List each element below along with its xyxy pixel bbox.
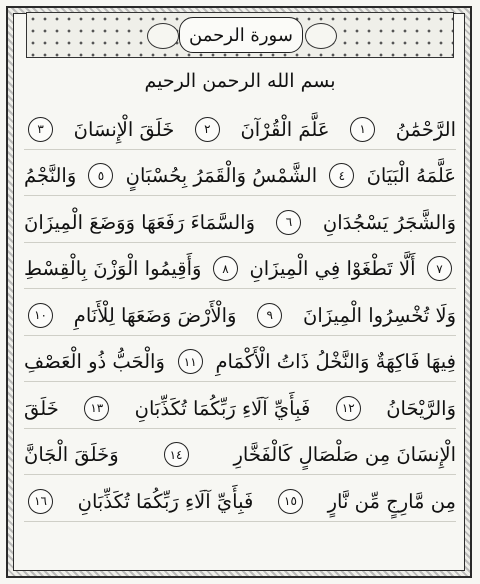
verse-line [24, 199, 456, 246]
surah-title: سورة الرحمن [189, 24, 293, 46]
verse-text: وَخَلَقَ الْجَانَّ [24, 443, 119, 467]
header-ornament-left [147, 23, 179, 49]
verse-text: وَالنَّجْمُ [24, 164, 77, 188]
verse-text: خَلَقَ الْإِنسَانَ [73, 117, 175, 141]
verse-lines [24, 106, 456, 525]
ayah-number-marker: ٣ [28, 117, 53, 142]
verse-line [24, 106, 456, 153]
verse-text: فَبِأَيِّ آلَاءِ رَبِّكُمَا تُكَذِّبَانِ [77, 489, 254, 513]
verse-line [24, 292, 456, 339]
ayah-number-marker: ١٦ [28, 489, 53, 514]
header-ornament-right [305, 23, 337, 49]
ayah-number-marker: ١ [350, 117, 375, 142]
ayah-number-marker: ١٥ [278, 489, 303, 514]
verse-line [24, 246, 456, 293]
ayah-number-marker: ٢ [195, 117, 220, 142]
ayah-number-marker: ١١ [178, 349, 203, 374]
surah-header-band [26, 12, 454, 58]
ayah-number-marker: ١٣ [84, 396, 109, 421]
ayah-number-marker: ١٢ [336, 396, 361, 421]
verse-text: وَالرَّيْحَانُ [386, 396, 456, 420]
verse-text: وَأَقِيمُوا الْوَزْنَ بِالْقِسْطِ [24, 257, 202, 281]
verse-text: الشَّمْسُ وَالْقَمَرُ بِحُسْبَانٍ [125, 164, 318, 188]
verse-text: وَالسَّمَاءَ رَفَعَهَا وَوَضَعَ الْمِيزَانَ [24, 210, 256, 234]
ayah-number-marker: ٨ [213, 256, 238, 281]
verse-line [24, 432, 456, 479]
verse-text: عَلَّمَ الْقُرْآنَ [240, 117, 330, 141]
verse-text: مِن مَّارِجٍ مِّن نَّارٍ [327, 489, 456, 513]
basmala: بسم الله الرحمن الرحيم [144, 70, 336, 92]
verse-text: الرَّحْمَٰنُ [395, 117, 456, 141]
verse-text: أَلَّا تَطْغَوْا فِي الْمِيزَانِ [249, 257, 416, 281]
surah-title-cartouche [179, 17, 303, 53]
verse-text: وَالْحَبُّ ذُو الْعَصْفِ [24, 350, 165, 374]
verse-text: فَبِأَيِّ آلَاءِ رَبِّكُمَا تُكَذِّبَانِ [134, 396, 311, 420]
verse-text: الْإِنسَانَ مِن صَلْصَالٍ كَالْفَخَّارِ [233, 443, 456, 467]
verse-line [24, 478, 456, 525]
ayah-number-marker: ٩ [257, 303, 282, 328]
ayah-number-marker: ٧ [427, 256, 452, 281]
ayah-number-marker: ٤ [329, 163, 354, 188]
verse-line [24, 339, 456, 386]
ayah-number-marker: ١٤ [164, 442, 189, 467]
verse-text: فِيهَا فَاكِهَةٌ وَالنَّخْلُ ذَاتُ الْأَكْمَامِ [215, 350, 456, 374]
verse-text: وَالْأَرْضَ وَضَعَهَا لِلْأَنَامِ [73, 303, 237, 327]
ayah-number-marker: ١٠ [28, 303, 53, 328]
verse-text: وَلَا تُخْسِرُوا الْمِيزَانَ [303, 303, 456, 327]
verse-line [24, 385, 456, 432]
verse-text: عَلَّمَهُ الْبَيَانَ [366, 164, 456, 188]
ayah-number-marker: ٦ [276, 210, 301, 235]
ayah-number-marker: ٥ [88, 163, 113, 188]
verse-text: وَالشَّجَرُ يَسْجُدَانِ [322, 210, 456, 234]
verse-line [24, 153, 456, 200]
verse-text: خَلَقَ [24, 396, 59, 420]
